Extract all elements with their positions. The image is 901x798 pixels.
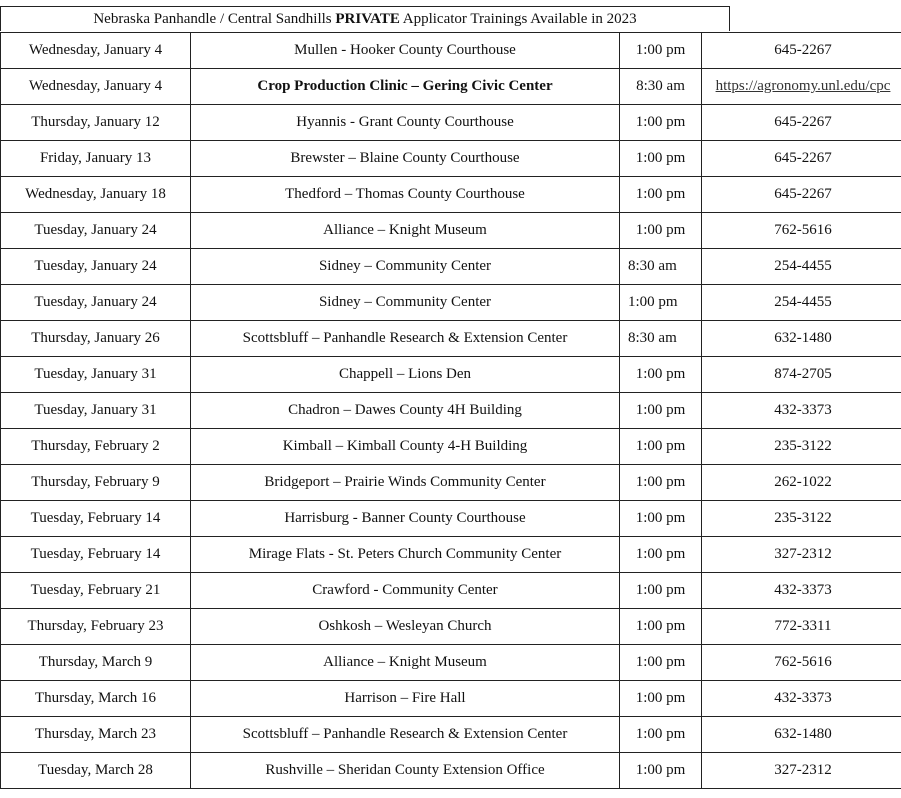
time-cell: 1:00 pm bbox=[620, 213, 702, 249]
location-cell: Crawford - Community Center bbox=[191, 573, 620, 609]
contact-cell: 632-1480 bbox=[702, 321, 901, 357]
table-row bbox=[1, 141, 901, 177]
contact-cell: 327-2312 bbox=[702, 537, 901, 573]
time-cell: 1:00 pm bbox=[620, 681, 702, 717]
time-cell: 1:00 pm bbox=[620, 609, 702, 645]
location-cell: Rushville – Sheridan County Extension Office bbox=[191, 753, 620, 789]
date-cell: Wednesday, January 18 bbox=[1, 177, 191, 213]
location-cell: Alliance – Knight Museum bbox=[191, 645, 620, 681]
time-cell: 1:00 pm bbox=[620, 33, 702, 69]
title-prefix: Nebraska Panhandle / Central Sandhills bbox=[93, 11, 336, 27]
title-suffix: Applicator Trainings Available in 2023 bbox=[399, 11, 637, 27]
contact-cell: 262-1022 bbox=[702, 465, 901, 501]
table-row bbox=[1, 357, 901, 393]
time-cell: 8:30 am bbox=[620, 249, 702, 285]
location-cell: Harrisburg - Banner County Courthouse bbox=[191, 501, 620, 537]
table-row bbox=[1, 321, 901, 357]
location-cell: Oshkosh – Wesleyan Church bbox=[191, 609, 620, 645]
location-cell: Sidney – Community Center bbox=[191, 249, 620, 285]
location-cell: Hyannis - Grant County Courthouse bbox=[191, 105, 620, 141]
time-cell: 1:00 pm bbox=[620, 429, 702, 465]
contact-cell: 762-5616 bbox=[702, 213, 901, 249]
time-cell: 1:00 pm bbox=[620, 717, 702, 753]
contact-cell: 772-3311 bbox=[702, 609, 901, 645]
contact-cell: 254-4455 bbox=[702, 285, 901, 321]
table-row bbox=[1, 393, 901, 429]
time-cell: 1:00 pm bbox=[620, 753, 702, 789]
contact-cell: 432-3373 bbox=[702, 573, 901, 609]
time-cell: 1:00 pm bbox=[620, 573, 702, 609]
date-cell: Friday, January 13 bbox=[1, 141, 191, 177]
date-cell: Tuesday, January 31 bbox=[1, 357, 191, 393]
table-row bbox=[1, 753, 901, 789]
time-cell: 1:00 pm bbox=[620, 285, 702, 321]
location-cell: Chadron – Dawes County 4H Building bbox=[191, 393, 620, 429]
table-row bbox=[1, 645, 901, 681]
date-cell: Thursday, February 9 bbox=[1, 465, 191, 501]
table-row bbox=[1, 501, 901, 537]
contact-cell: 874-2705 bbox=[702, 357, 901, 393]
location-cell: Alliance – Knight Museum bbox=[191, 213, 620, 249]
contact-cell: 645-2267 bbox=[702, 33, 901, 69]
table-row bbox=[1, 681, 901, 717]
contact-cell: 645-2267 bbox=[702, 105, 901, 141]
location-cell: Sidney – Community Center bbox=[191, 285, 620, 321]
contact-cell bbox=[702, 69, 901, 105]
location-cell: Harrison – Fire Hall bbox=[191, 681, 620, 717]
training-schedule-table bbox=[0, 32, 901, 789]
location-cell: Bridgeport – Prairie Winds Community Center bbox=[191, 465, 620, 501]
time-cell: 1:00 pm bbox=[620, 465, 702, 501]
contact-cell: 645-2267 bbox=[702, 177, 901, 213]
time-cell: 1:00 pm bbox=[620, 645, 702, 681]
table-row bbox=[1, 717, 901, 753]
contact-cell: 762-5616 bbox=[702, 645, 901, 681]
contact-cell: 235-3122 bbox=[702, 501, 901, 537]
table-row bbox=[1, 537, 901, 573]
date-cell: Thursday, March 9 bbox=[1, 645, 191, 681]
table-row bbox=[1, 573, 901, 609]
table-row bbox=[1, 105, 901, 141]
contact-cell: 432-3373 bbox=[702, 681, 901, 717]
table-row bbox=[1, 429, 901, 465]
date-cell: Tuesday, February 14 bbox=[1, 501, 191, 537]
location-cell: Scottsbluff – Panhandle Research & Extension Center bbox=[191, 321, 620, 357]
date-cell: Tuesday, January 31 bbox=[1, 393, 191, 429]
date-cell: Thursday, February 2 bbox=[1, 429, 191, 465]
date-cell: Thursday, March 16 bbox=[1, 681, 191, 717]
contact-cell: 327-2312 bbox=[702, 753, 901, 789]
time-cell: 8:30 am bbox=[620, 321, 702, 357]
table-row bbox=[1, 285, 901, 321]
date-cell: Tuesday, January 24 bbox=[1, 285, 191, 321]
table-row bbox=[1, 609, 901, 645]
title-emphasis: PRIVATE bbox=[335, 11, 400, 27]
date-cell: Thursday, March 23 bbox=[1, 717, 191, 753]
time-cell: 1:00 pm bbox=[620, 177, 702, 213]
table-row bbox=[1, 69, 901, 105]
date-cell: Thursday, February 23 bbox=[1, 609, 191, 645]
table-row bbox=[1, 249, 901, 285]
date-cell: Wednesday, January 4 bbox=[1, 33, 191, 69]
date-cell: Tuesday, March 28 bbox=[1, 753, 191, 789]
location-cell: Scottsbluff – Panhandle Research & Extension Center bbox=[191, 717, 620, 753]
clinic-link[interactable]: https://agronomy.unl.edu/cpc bbox=[715, 78, 891, 94]
date-cell: Tuesday, January 24 bbox=[1, 213, 191, 249]
time-cell: 1:00 pm bbox=[620, 501, 702, 537]
location-cell: Thedford – Thomas County Courthouse bbox=[191, 177, 620, 213]
location-cell: Kimball – Kimball County 4-H Building bbox=[191, 429, 620, 465]
page-title bbox=[0, 6, 730, 31]
contact-cell: 632-1480 bbox=[702, 717, 901, 753]
time-cell: 1:00 pm bbox=[620, 393, 702, 429]
location-cell: Mirage Flats - St. Peters Church Community Center bbox=[191, 537, 620, 573]
table-row bbox=[1, 213, 901, 249]
time-cell: 1:00 pm bbox=[620, 357, 702, 393]
table-row bbox=[1, 33, 901, 69]
date-cell: Wednesday, January 4 bbox=[1, 69, 191, 105]
table-row bbox=[1, 177, 901, 213]
time-cell: 1:00 pm bbox=[620, 105, 702, 141]
contact-cell: 235-3122 bbox=[702, 429, 901, 465]
date-cell: Tuesday, February 21 bbox=[1, 573, 191, 609]
location-cell: Mullen - Hooker County Courthouse bbox=[191, 33, 620, 69]
date-cell: Tuesday, January 24 bbox=[1, 249, 191, 285]
date-cell: Tuesday, February 14 bbox=[1, 537, 191, 573]
location-cell: Crop Production Clinic – Gering Civic Center bbox=[191, 69, 620, 105]
contact-cell: 254-4455 bbox=[702, 249, 901, 285]
location-cell: Brewster – Blaine County Courthouse bbox=[191, 141, 620, 177]
contact-cell: 432-3373 bbox=[702, 393, 901, 429]
location-cell: Chappell – Lions Den bbox=[191, 357, 620, 393]
time-cell: 1:00 pm bbox=[620, 537, 702, 573]
date-cell: Thursday, January 12 bbox=[1, 105, 191, 141]
table-row bbox=[1, 465, 901, 501]
time-cell: 1:00 pm bbox=[620, 141, 702, 177]
date-cell: Thursday, January 26 bbox=[1, 321, 191, 357]
time-cell: 8:30 am bbox=[620, 69, 702, 105]
contact-cell: 645-2267 bbox=[702, 141, 901, 177]
